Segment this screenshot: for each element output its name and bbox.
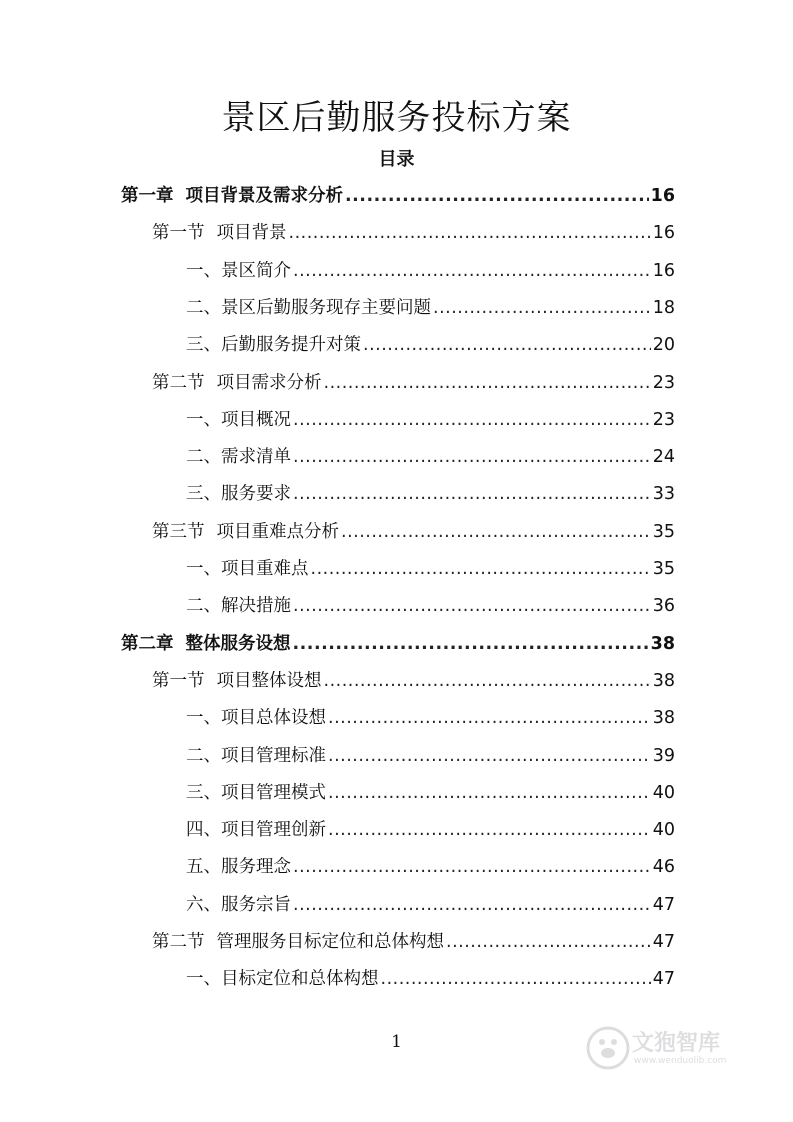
toc-entry-label: 后勤服务提升对策 [221, 335, 361, 356]
toc-entry-number: 二、 [186, 297, 221, 318]
toc-entry-leader [293, 857, 651, 877]
toc-entry-leader [328, 746, 651, 766]
toc-entry-leader [293, 484, 651, 504]
toc-entry-page: 40 [652, 782, 675, 803]
toc-entry-leader [293, 261, 651, 281]
toc-entry-number: 二、 [186, 596, 221, 617]
watermark-brand: 文狍智库 [632, 1031, 721, 1056]
toc-entry-label: 目标定位和总体构想 [221, 969, 379, 990]
toc-entry-leader [328, 820, 651, 840]
toc-entry-leader [293, 410, 651, 430]
toc-entry-number: 第二节 [152, 372, 205, 393]
paw-logo-icon [586, 1022, 630, 1072]
toc-entry[interactable] [186, 816, 675, 842]
toc-entry-page: 40 [652, 820, 675, 841]
toc-entry-leader [293, 447, 651, 467]
toc-entry[interactable] [186, 555, 675, 581]
toc-entry[interactable] [186, 891, 675, 917]
toc-entry-number: 三、 [186, 335, 221, 356]
toc-entry-label: 项目总体设想 [221, 708, 326, 729]
toc-entry-label: 管理服务目标定位和总体构想 [216, 932, 444, 952]
toc-entry-number: 五、 [186, 857, 221, 878]
watermark-site: www.wenduolib.com [634, 1056, 727, 1066]
toc-entry[interactable] [186, 965, 675, 991]
toc-entry[interactable] [186, 480, 675, 506]
toc-entry-label: 整体服务设想 [185, 633, 291, 654]
toc-entry-number: 一、 [186, 409, 221, 430]
toc-entry-number: 第二章 [121, 633, 174, 654]
toc-entry-leader [324, 373, 651, 393]
toc-entry-page: 35 [652, 521, 675, 542]
toc-entry-leader [381, 969, 651, 989]
toc-entry[interactable] [186, 331, 675, 357]
toc-entry-label: 项目重难点 [221, 559, 309, 579]
toc-entry-number: 六、 [186, 894, 221, 915]
toc-entry[interactable] [186, 853, 675, 879]
toc-entry-number: 二、 [186, 447, 221, 468]
toc-entry-leader [345, 186, 649, 206]
page-number: 1 [391, 1032, 402, 1052]
toc-entry-page: 23 [652, 409, 675, 430]
toc-entry-number: 三、 [186, 782, 221, 803]
toc-entry-page: 35 [652, 559, 675, 579]
toc-entry-page: 46 [652, 857, 675, 878]
toc-entry-page: 20 [652, 335, 675, 356]
toc-entry[interactable] [186, 257, 675, 283]
toc-entry-page: 36 [652, 596, 675, 617]
toc-entry-label: 项目背景 [216, 223, 287, 244]
toc-entry-page: 18 [652, 297, 675, 318]
toc-entry-number: 第三节 [152, 521, 205, 542]
toc-entry-leader [341, 522, 651, 542]
toc-entry-number: 第一节 [152, 670, 205, 691]
toc-entry-label: 服务宗旨 [221, 894, 291, 915]
toc-entry-page: 38 [652, 708, 675, 729]
toc-entry-leader [293, 596, 651, 616]
toc-entry-page: 47 [652, 894, 675, 915]
toc-entry[interactable] [186, 406, 675, 432]
toc-entry[interactable] [186, 779, 675, 805]
toc-entry-label: 项目需求分析 [216, 372, 322, 393]
toc-entry[interactable] [186, 443, 675, 469]
toc-entry-label: 项目管理标准 [221, 745, 326, 766]
toc-entry[interactable] [152, 928, 675, 954]
toc-entry-number: 一、 [186, 260, 221, 281]
toc-entry[interactable] [152, 667, 675, 693]
toc-entry-number: 第一章 [121, 186, 174, 206]
toc-entry-label: 服务要求 [221, 484, 291, 505]
toc-entry-label: 服务理念 [221, 857, 291, 878]
toc-entry-label: 项目背景及需求分析 [185, 186, 343, 206]
toc-entry-leader [311, 559, 651, 579]
toc-entry-page: 38 [650, 633, 675, 654]
toc-entry-label: 项目整体设想 [216, 670, 322, 691]
toc-entry[interactable] [152, 369, 675, 395]
toc-entry-label: 需求清单 [221, 447, 291, 468]
toc-entry[interactable] [186, 704, 675, 730]
toc-entry-number: 第二节 [152, 932, 205, 952]
toc-entry-number: 一、 [186, 708, 221, 729]
toc-entry[interactable] [121, 182, 675, 208]
toc-entry-number: 第一节 [152, 223, 205, 244]
toc-entry-label: 解决措施 [221, 596, 291, 617]
toc-entry-page: 38 [652, 670, 675, 691]
toc-entry-label: 项目管理创新 [221, 820, 326, 841]
toc-entry[interactable] [152, 518, 675, 544]
document-title: 景区后勤服务投标方案 [221, 98, 572, 138]
toc-entry[interactable] [152, 219, 675, 245]
toc-entry-page: 47 [652, 969, 675, 990]
toc-entry-leader [293, 634, 649, 654]
toc-entry-leader [328, 708, 651, 728]
toc-entry[interactable] [186, 592, 675, 618]
toc-entry-label: 项目概况 [221, 409, 291, 430]
toc-entry-page: 39 [652, 745, 675, 766]
toc-entry-leader [363, 335, 651, 355]
toc-entry-leader [433, 298, 651, 318]
toc-entry-page: 16 [652, 223, 675, 244]
toc-entry[interactable] [121, 630, 675, 656]
toc-entry-label: 景区后勤服务现存主要问题 [221, 297, 431, 318]
toc-entry-number: 四、 [186, 820, 221, 841]
toc-entry[interactable] [186, 742, 675, 768]
toc-entry-label: 景区简介 [221, 260, 291, 281]
toc-entry-leader [324, 671, 651, 691]
toc-entry-page: 33 [652, 484, 675, 505]
toc-entry-label: 项目管理模式 [221, 782, 326, 803]
toc-heading: 目录 [378, 149, 415, 170]
watermark [586, 1018, 756, 1078]
toc-entry-number: 三、 [186, 484, 221, 505]
toc-entry-page: 24 [652, 447, 675, 468]
toc-entry-leader [446, 932, 651, 952]
toc-entry-page: 23 [652, 372, 675, 393]
toc-entry-number: 二、 [186, 745, 221, 766]
toc-entry[interactable] [186, 294, 675, 320]
toc-entry-leader [289, 223, 651, 243]
toc-entry-leader [293, 895, 651, 915]
toc-entry-page: 47 [652, 932, 675, 952]
toc-entry-number: 一、 [186, 969, 221, 990]
toc-entry-number: 一、 [186, 559, 221, 579]
toc-entry-page: 16 [650, 186, 675, 206]
toc-entry-label: 项目重难点分析 [216, 521, 339, 542]
toc-entry-page: 16 [652, 260, 675, 281]
toc-entry-leader [328, 783, 651, 803]
